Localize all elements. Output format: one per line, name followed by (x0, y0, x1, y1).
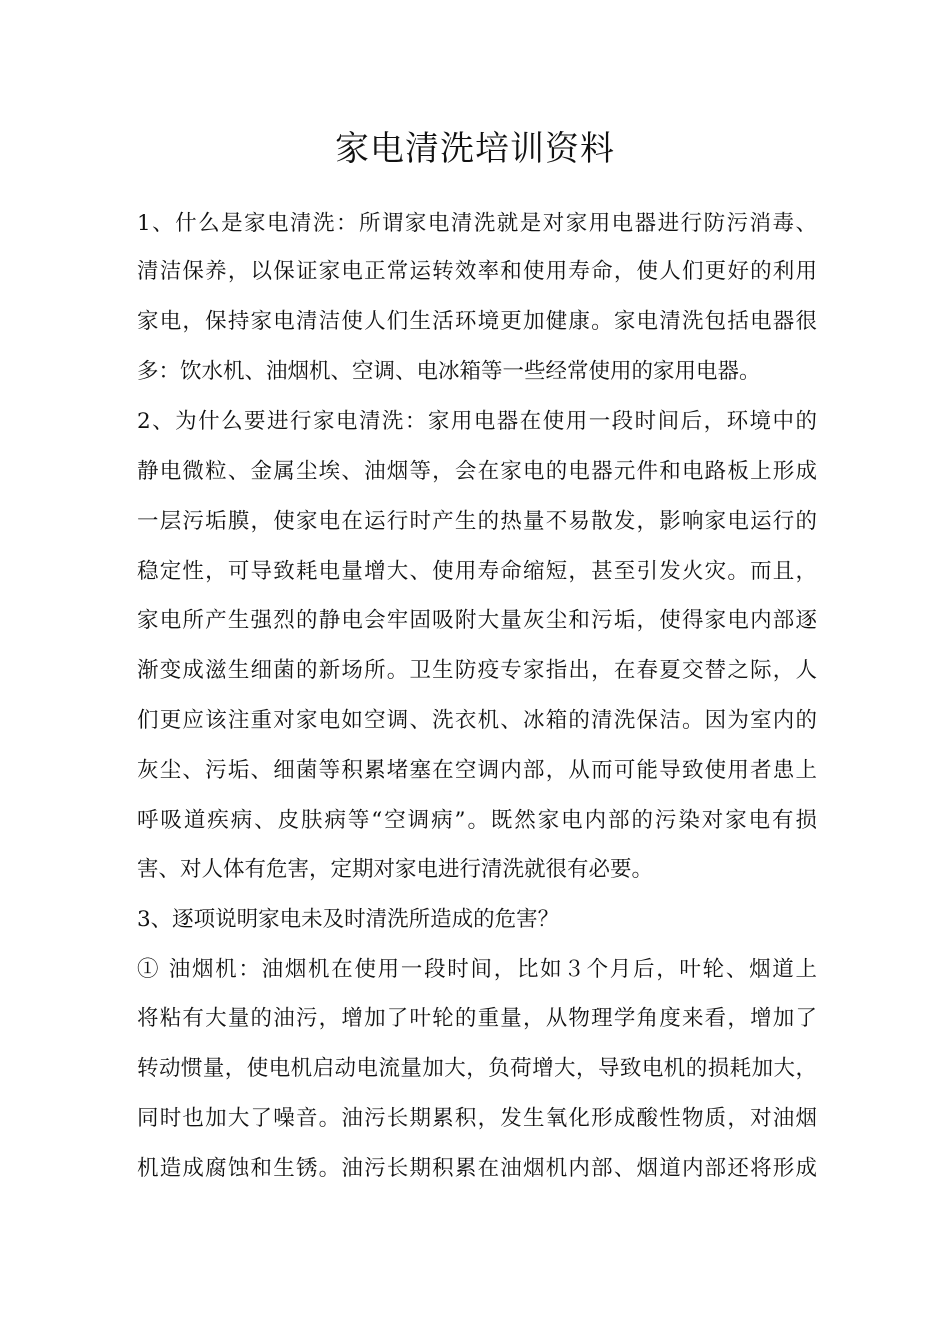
text-line-11: 们更应该注重对家电如空调、洗衣机、冰箱的清洗保洁。因为室内的 (137, 708, 817, 733)
text-line-14: 害、对人体有危害，定期对家电进行清洗就很有必要。 (137, 857, 654, 882)
text-line-19: 同时也加大了噪音。油污长期累积，发生氧化形成酸性物质，对油烟 (137, 1106, 817, 1131)
text-line-12: 灰尘、污垢、细菌等积累堵塞在空调内部，从而可能导致使用者患上 (137, 758, 817, 783)
text-line-20: 机造成腐蚀和生锈。油污长期积累在油烟机内部、烟道内部还将形成 (137, 1156, 817, 1181)
text-line-15: 3、逐项说明家电未及时清洗所造成的危害？ (137, 907, 560, 932)
document-title: 家电清洗培训资料 (335, 129, 615, 169)
text-line-4: 多：饮水机、油烟机、空调、电冰箱等一些经常使用的家用电器。 (137, 359, 761, 384)
text-line-3: 家电，保持家电清洁使人们生活环境更加健康。家电清洗包括电器很 (137, 309, 817, 334)
text-line-10: 渐变成滋生细菌的新场所。卫生防疫专家指出，在春夏交替之际，人 (137, 658, 817, 683)
text-line-17: 将粘有大量的油污，增加了叶轮的重量，从物理学角度来看，增加了 (137, 1006, 817, 1031)
text-line-5: 2、为什么要进行家电清洗：家用电器在使用一段时间后，环境中的 (137, 409, 817, 434)
text-line-2: 清洁保养，以保证家电正常运转效率和使用寿命，使人们更好的利用 (137, 259, 817, 284)
text-line-18: 转动惯量，使电机启动电流量加大，负荷增大，导致电机的损耗加大， (137, 1056, 817, 1081)
text-line-9: 家电所产生强烈的静电会牢固吸附大量灰尘和污垢，使得家电内部逐 (137, 608, 817, 633)
text-line-8: 稳定性，可导致耗电量增大、使用寿命缩短，甚至引发火灾。而且， (137, 559, 817, 584)
text-line-1: 1、什么是家电清洗：所谓家电清洗就是对家用电器进行防污消毒、 (137, 211, 817, 236)
text-line-13: 呼吸道疾病、皮肤病等“空调病”。既然家电内部的污染对家电有损 (137, 808, 817, 833)
text-line-16: ① 油烟机：油烟机在使用一段时间，比如３个月后，叶轮、烟道上 (137, 957, 817, 982)
text-line-7: 一层污垢膜，使家电在运行时产生的热量不易散发，影响家电运行的 (137, 509, 817, 534)
text-line-6: 静电微粒、金属尘埃、油烟等，会在家电的电器元件和电路板上形成 (137, 459, 817, 484)
